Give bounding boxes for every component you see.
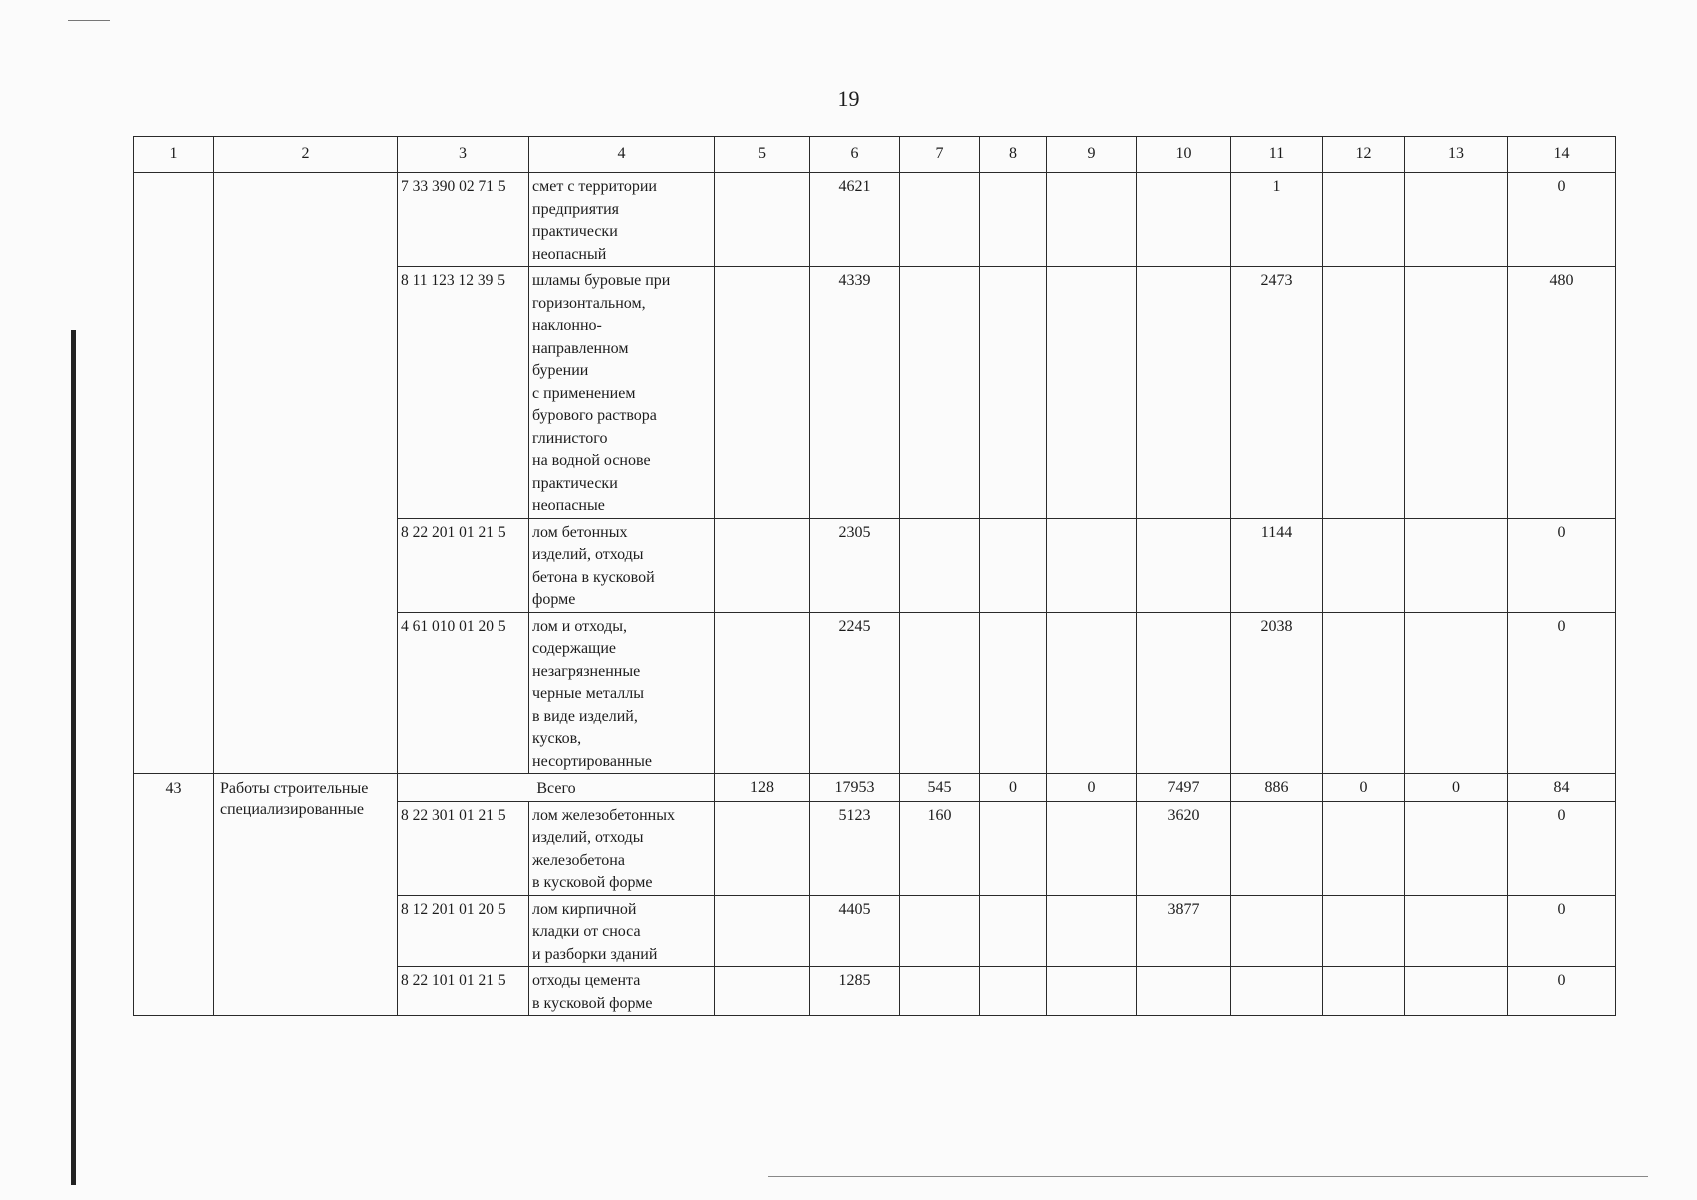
bottom-rule [768,1176,1648,1177]
activity-cell [214,173,398,774]
header-col-3: 3 [398,137,529,173]
waste-table-container [133,136,1615,1016]
waste-name: шламы буровые при горизонтальном, наклонно- направленном бурении с применением бурового раствора глинистого на водной основе практически неопасные [529,267,715,519]
header-col-9: 9 [1047,137,1137,173]
col14-value: 480 [1508,267,1616,519]
header-col-1: 1 [134,137,214,173]
col6-value: 5123 [810,801,900,895]
waste-name: отходы цемента в кусковой форме [529,967,715,1016]
col6-value: 4405 [810,895,900,967]
header-col-7: 7 [900,137,980,173]
col7-value: 160 [900,801,980,895]
header-col-11: 11 [1231,137,1323,173]
header-row [134,137,1616,173]
col14-value: 0 [1508,518,1616,612]
total-col14: 84 [1508,774,1616,802]
table-row [134,173,1616,267]
waste-name: лом и отходы, содержащие незагрязненные черные металлы в виде изделий, кусков, несортированные [529,612,715,774]
header-col-6: 6 [810,137,900,173]
total-col8: 0 [980,774,1047,802]
total-col11: 886 [1231,774,1323,802]
waste-name: лом кирпичной кладки от сноса и разборки зданий [529,895,715,967]
col6-value: 4621 [810,173,900,267]
total-col10: 7497 [1137,774,1231,802]
col6-value: 4339 [810,267,900,519]
header-col-5: 5 [715,137,810,173]
col11-value: 1144 [1231,518,1323,612]
corner-mark [68,20,110,21]
header-col-13: 13 [1405,137,1508,173]
activity-name: Работы строительные специализированные [214,774,398,1016]
col14-value: 0 [1508,173,1616,267]
header-col-8: 8 [980,137,1047,173]
waste-code: 8 12 201 01 20 5 [398,895,529,967]
waste-name: лом бетонных изделий, отходы бетона в кусковой форме [529,518,715,612]
header-col-4: 4 [529,137,715,173]
col14-value: 0 [1508,612,1616,774]
col10-value: 3877 [1137,895,1231,967]
page-number: 19 [837,86,860,111]
col11-value: 2473 [1231,267,1323,519]
total-col13: 0 [1405,774,1508,802]
col14-value: 0 [1508,895,1616,967]
col10-value: 3620 [1137,801,1231,895]
waste-code: 8 22 201 01 21 5 [398,518,529,612]
col14-value: 0 [1508,801,1616,895]
waste-code: 7 33 390 02 71 5 [398,173,529,267]
total-col12: 0 [1323,774,1405,802]
col6-value: 1285 [810,967,900,1016]
waste-name: смет с территории предприятия практически неопасный [529,173,715,267]
col6-value: 2245 [810,612,900,774]
header-col-2: 2 [214,137,398,173]
total-col9: 0 [1047,774,1137,802]
total-col7: 545 [900,774,980,802]
header-col-14: 14 [1508,137,1616,173]
header-col-10: 10 [1137,137,1231,173]
header-col-12: 12 [1323,137,1405,173]
scan-margin-bar [71,330,76,1185]
waste-code: 8 11 123 12 39 5 [398,267,529,519]
col6-value: 2305 [810,518,900,612]
total-col6: 17953 [810,774,900,802]
col11-value: 2038 [1231,612,1323,774]
waste-code: 8 22 101 01 21 5 [398,967,529,1016]
group-number-cell [134,173,214,774]
waste-code: 8 22 301 01 21 5 [398,801,529,895]
total-label: Всего [398,774,715,802]
col11-value: 1 [1231,173,1323,267]
total-col5: 128 [715,774,810,802]
waste-name: лом железобетонных изделий, отходы железобетона в кусковой форме [529,801,715,895]
col14-value: 0 [1508,967,1616,1016]
waste-table [133,136,1616,1016]
group-number: 43 [134,774,214,1016]
group-total-row [134,774,1616,802]
waste-code: 4 61 010 01 20 5 [398,612,529,774]
